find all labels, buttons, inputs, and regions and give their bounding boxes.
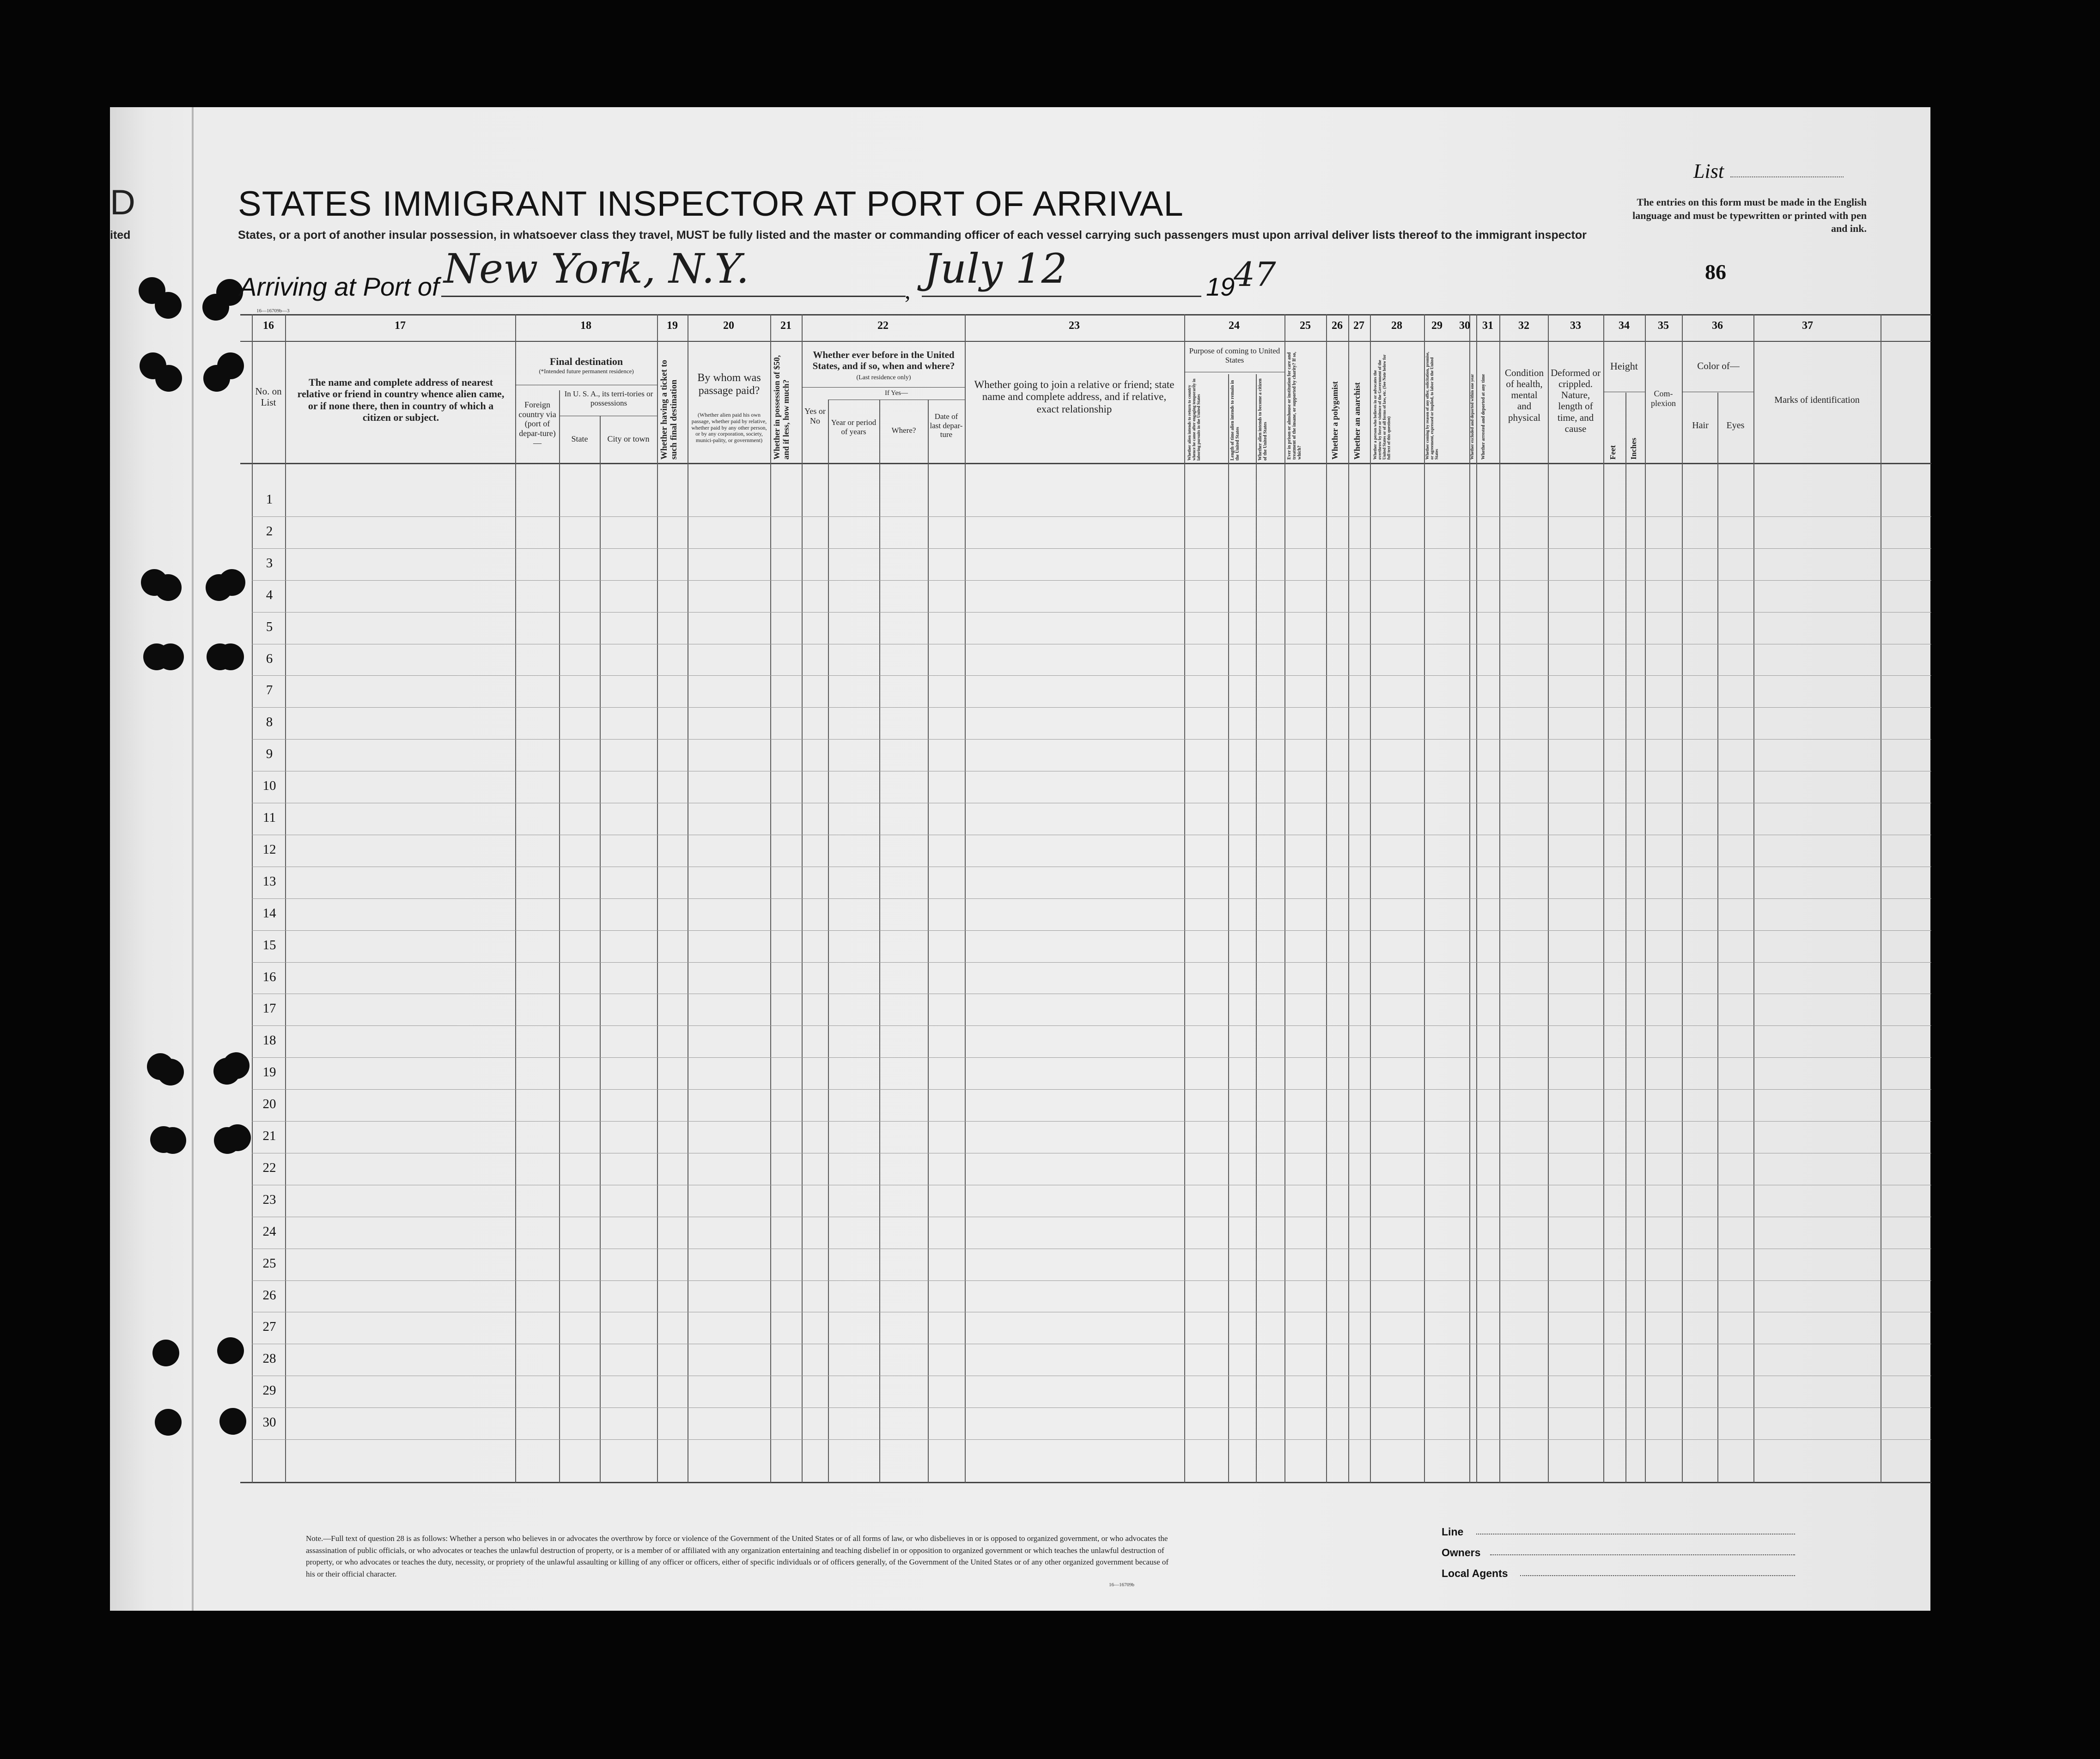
row-rule <box>252 739 1931 740</box>
col22-where-header: Where? <box>891 426 916 435</box>
col36-hair-header: Hair <box>1692 420 1709 431</box>
row-number: 18 <box>262 1033 276 1048</box>
row-rule <box>252 1121 1931 1122</box>
column-number: 32 <box>1518 320 1529 332</box>
column-number: 30 <box>1459 320 1470 332</box>
row-number: 16 <box>262 969 276 984</box>
row-number: 15 <box>262 937 276 952</box>
column-line <box>1228 374 1229 1483</box>
row-rule <box>252 1280 1931 1281</box>
col24-length-header: Length of time alien intends to remain in the United States <box>1230 380 1240 461</box>
local-agents-field[interactable] <box>1520 1575 1795 1576</box>
column-number: 34 <box>1619 320 1630 332</box>
question-28-note: Note.—Full text of question 28 is as follows: Whether a person who believes in or advocates the overthrow by force or violence of the Government of the United States or of all forms of law, or who disbelieves in or is opposed to organized government, or who advocates the assassination of public officials, or who advocates or teaches the unlawful destruction of property, or is a member of or affiliated with any organization entertaining and teaching disbelief in or opposition to organized government or which teaches the unlawful destruction of property, or who advocates or teaches the duty, necessity, or propriety of the unlawful assaulting or killing of any officer or officers, either of specific individuals or of officers generally, of the Government of the United States or of any other organized government because of his or their official character. <box>306 1534 1169 1578</box>
row-rule <box>252 612 1931 613</box>
punch-hole <box>152 1340 179 1366</box>
list-number-field[interactable] <box>1730 176 1844 177</box>
footer-form-code: 16—16709b <box>1109 1582 1134 1588</box>
instructions-text: The entries on this form must be made in the English language and must be typewritten or printed with pen and ink. <box>1632 196 1867 235</box>
list-label: List <box>1693 160 1724 182</box>
col33-header: Deformed or crippled. Nature, length of time, and cause <box>1551 367 1601 434</box>
port-field-line <box>441 296 906 297</box>
col18-foreign-header: Foreign country via (port of depar-ture)— <box>518 400 556 448</box>
column-line <box>1717 393 1718 1483</box>
column-line <box>828 400 829 1483</box>
punch-hole <box>223 1052 250 1079</box>
col23-header: Whether going to join a relative or friend; state name and complete address, and if relative, exact relationship <box>974 379 1175 415</box>
column-number: 26 <box>1332 320 1343 332</box>
col34-inches-header: Inches <box>1629 437 1638 460</box>
row-number: 26 <box>262 1287 276 1303</box>
row-number: 24 <box>262 1224 276 1239</box>
column-line <box>879 400 880 1483</box>
form-sheet <box>110 107 1930 1611</box>
column-number: 22 <box>877 320 889 332</box>
row-number: 8 <box>266 715 273 730</box>
column-number: 31 <box>1482 320 1493 332</box>
column-line <box>1256 374 1257 1483</box>
line-label: Line <box>1442 1526 1464 1538</box>
punch-hole <box>219 569 245 596</box>
row-number: 17 <box>262 1001 276 1016</box>
page-title: STATES IMMIGRANT INSPECTOR AT PORT OF ARRIVAL <box>238 184 1184 224</box>
column-number: 27 <box>1353 320 1364 332</box>
col17-header: The name and complete address of nearest relative or friend in country whence alien came, or if none there, then in country of which a citizen or subject. <box>297 376 505 423</box>
table-top-rule <box>240 314 1931 315</box>
row-number: 11 <box>263 810 276 825</box>
punch-hole <box>155 1409 182 1436</box>
column-number: 24 <box>1229 320 1240 332</box>
punch-hole <box>157 643 184 670</box>
column-number: 25 <box>1300 320 1311 332</box>
subheader-rule <box>802 387 965 388</box>
col28-header: Whether a person who believes in or advocates the overthrow by force or violence of the Government of the United States or of all forms of law, etc. (See Note below for full text of this question) <box>1373 354 1391 460</box>
row-number: 9 <box>266 746 273 762</box>
line-field[interactable] <box>1476 1534 1795 1535</box>
row-number: 21 <box>262 1128 276 1143</box>
row-rule <box>252 962 1931 963</box>
row-number: 4 <box>266 587 273 602</box>
page-subtitle: States, or a port of another insular possession, in whatsoever class they travel, MUST be fully listed and the master or commanding officer of each vessel carrying such passengers must upon arrival deliver lists thereof to the immigrant inspector <box>238 229 1587 242</box>
column-number: 16 <box>263 320 274 332</box>
row-number: 7 <box>266 683 273 698</box>
local-agents-label: Local Agents <box>1442 1567 1508 1579</box>
row-number: 30 <box>262 1415 276 1430</box>
col24-header: Purpose of coming to United States <box>1189 346 1280 364</box>
row-number: 2 <box>266 523 273 539</box>
column-number: 29 <box>1431 320 1443 332</box>
year-handwritten: 47 <box>1234 255 1276 294</box>
row-rule <box>252 548 1931 549</box>
punch-hole <box>217 643 244 670</box>
comma: , <box>905 278 911 303</box>
column-line <box>559 390 560 1483</box>
row-rule <box>252 1407 1931 1408</box>
date-field-line <box>922 296 1201 297</box>
col18-note: (*Intended future permanent residence) <box>539 368 634 375</box>
col22-header: Whether ever before in the United States, and if so, when and where? <box>812 349 955 372</box>
row-number: 6 <box>266 651 273 666</box>
column-number: 28 <box>1391 320 1402 332</box>
punch-hole <box>217 1337 244 1364</box>
row-number: 25 <box>262 1256 276 1271</box>
port-handwritten: New York, N.Y. <box>444 245 749 292</box>
column-number: 17 <box>395 320 406 332</box>
col20-header: By whom was passage paid? <box>697 372 761 397</box>
col34-feet-header: Feet <box>1608 445 1617 460</box>
row-number: 5 <box>266 619 273 634</box>
row-number: 3 <box>266 555 273 570</box>
col16-header: No. on List <box>255 386 282 408</box>
col31-header: Whether arrested and deported at any time <box>1481 374 1486 460</box>
column-number: 21 <box>780 320 791 332</box>
col36-eyes-header: Eyes <box>1726 420 1745 431</box>
col25-header: Ever in prison or almshouse or institution for care and treatment of the insane, or supported by charity? If so, which? <box>1287 352 1302 460</box>
column-number: 35 <box>1658 320 1669 332</box>
row-number: 19 <box>262 1065 276 1080</box>
punch-hole <box>157 1059 184 1086</box>
col36-header: Color of— <box>1697 360 1740 371</box>
row-number: 13 <box>262 873 276 889</box>
date-handwritten: July 12 <box>924 245 1067 292</box>
col30-header: Whether excluded and deported within one year <box>1470 374 1474 460</box>
row-number: 29 <box>262 1383 276 1398</box>
punch-hole <box>155 292 182 319</box>
col29-header: Whether coming by reason of any offer, solicitation, promise, or agreement, expressed or implied, to labor in the United States <box>1425 352 1439 460</box>
owners-field[interactable] <box>1490 1554 1795 1555</box>
punch-hole <box>217 352 244 379</box>
col24-return-header: Whether alien intends to return to country whence he came after engaging temporarily in laboring pursuits in the United States <box>1187 378 1201 461</box>
col18-state-header: State <box>571 434 588 443</box>
col26-header: Whether a polygamist <box>1330 381 1339 460</box>
table-bottom-rule <box>240 1482 1931 1483</box>
column-number: 33 <box>1570 320 1581 332</box>
column-line <box>600 416 601 1483</box>
year-prefix: 19 <box>1206 272 1235 301</box>
col22-year-header: Year or period of years <box>831 418 877 436</box>
row-number: 14 <box>262 905 276 921</box>
row-rule <box>252 580 1931 581</box>
row-number: 27 <box>262 1319 276 1334</box>
row-rule <box>252 930 1931 931</box>
row-number: 1 <box>266 492 273 507</box>
row-number: 10 <box>262 778 276 794</box>
row-rule <box>252 675 1931 676</box>
column-number: 23 <box>1069 320 1080 332</box>
row-rule <box>252 898 1931 899</box>
col20-note: (Whether alien paid his own passage, whether paid by relative, whether paid by any other person, or by any corporation, society, munici-pality, or government) <box>691 412 767 444</box>
punch-hole <box>219 1408 246 1435</box>
owners-label: Owners <box>1442 1547 1481 1559</box>
row-rule <box>252 1057 1931 1058</box>
col22-note: (Last residence only) <box>856 374 911 381</box>
col35-header: Com-plexion <box>1651 389 1676 408</box>
page-number: 86 <box>1705 260 1726 284</box>
row-number: 28 <box>262 1351 276 1366</box>
row-rule <box>252 516 1931 517</box>
col18-city-header: City or town <box>607 434 650 443</box>
punch-hole <box>155 365 182 392</box>
col19-header: Whether having a ticket to such final destination <box>659 359 679 460</box>
header-bottom-rule <box>240 463 1931 464</box>
row-rule <box>252 1025 1931 1026</box>
column-number: 36 <box>1712 320 1723 332</box>
col22-departure-header: Date of last depar-ture <box>930 412 963 439</box>
edge-text: ited <box>110 229 131 242</box>
col37-header: Marks of identification <box>1774 395 1860 405</box>
col18-usa-header: In U. S. A., its terri-tories or possessions <box>564 389 653 407</box>
col18-header: Final destination <box>549 356 623 367</box>
row-rule <box>252 707 1931 708</box>
row-rule <box>252 1439 1931 1440</box>
column-number: 19 <box>667 320 678 332</box>
row-number: 12 <box>262 842 276 857</box>
col24-citizen-header: Whether alien intends to become a citizen of the United States <box>1258 378 1268 461</box>
col22-yes-no: Yes or No <box>804 406 826 425</box>
page-fold <box>192 107 194 1611</box>
row-number: 23 <box>262 1192 276 1207</box>
row-number: 20 <box>262 1097 276 1112</box>
column-number: 18 <box>580 320 591 332</box>
form-code: 16—16709b—3 <box>256 308 290 314</box>
column-line <box>1625 393 1626 1483</box>
column-number-rule <box>240 341 1931 342</box>
punch-hole <box>159 1127 186 1154</box>
col22-if-yes: If Yes— <box>884 389 908 397</box>
col27-header: Whether an anarchist <box>1352 382 1362 460</box>
column-line <box>928 400 929 1483</box>
col32-header: Condition of health, mental and physical <box>1504 367 1544 423</box>
row-rule <box>252 1089 1931 1090</box>
punch-hole <box>155 574 182 601</box>
arriving-label: Arriving at Port of <box>239 272 439 301</box>
punch-hole <box>224 1124 251 1151</box>
col34-header: Height <box>1610 360 1638 372</box>
column-number: 37 <box>1802 320 1813 332</box>
edge-letter: D <box>110 183 135 222</box>
row-number: 22 <box>262 1160 276 1175</box>
col21-header: Whether in possession of $50, and if less, how much? <box>772 355 791 460</box>
column-number: 20 <box>723 320 734 332</box>
